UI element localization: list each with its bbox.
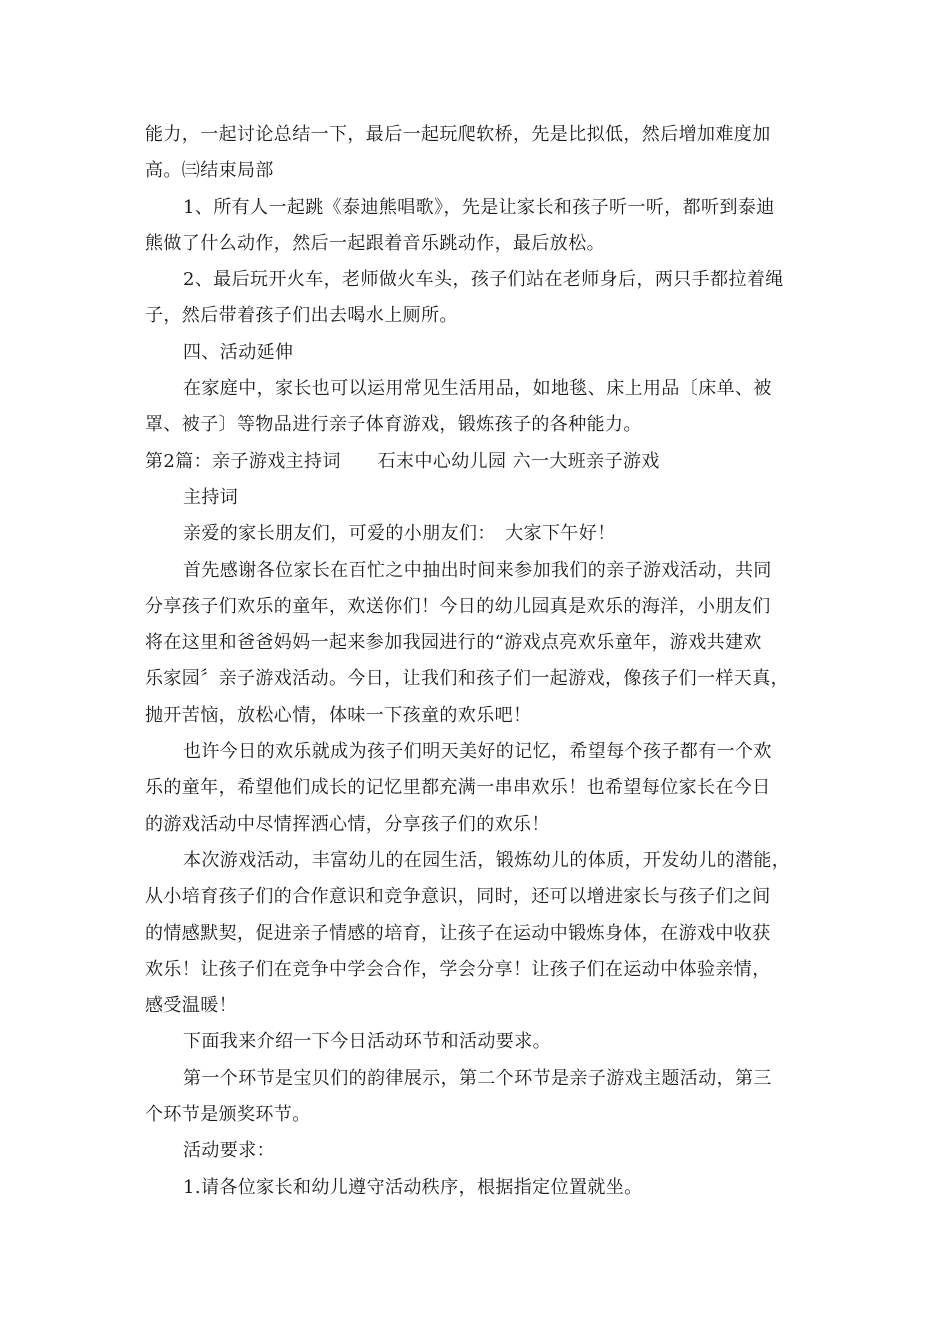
text-line: 首先感谢各位家长在百忙之中抽出时间来参加我们的亲子游戏活动，共同 — [183, 559, 772, 581]
text-line: 分享孩子们欢乐的童年，欢送你们！今日的幼儿园真是欢乐的海洋，小朋友们 — [145, 595, 771, 617]
document-page — [145, 117, 810, 1206]
text-line: 个环节是颁奖环节。 — [145, 1104, 311, 1126]
text-line: 第2篇：亲子游戏主持词 石末中心幼儿园 六一大班亲子游戏 — [145, 450, 660, 472]
text-line: 欢乐！让孩子们在竞争中学会合作，学会分享！让孩子们在运动中体验亲情， — [145, 958, 771, 980]
text-line: 罩、被子〕等物品进行亲子体育游戏，锻炼孩子的各种能力。 — [145, 414, 642, 436]
text-line: 本次游戏活动，丰富幼儿的在园生活，锻炼幼儿的体质，开发幼儿的潜能， — [183, 849, 791, 871]
text-line: 亲爱的家长朋友们，可爱的小朋友们： 大家下午好！ — [183, 523, 616, 545]
text-line: 下面我来介绍一下今日活动环节和活动要求。 — [183, 1031, 551, 1053]
text-line: 从小培育孩子们的合作意识和竞争意识，同时，还可以增进家长与孩子们之间 — [145, 886, 771, 908]
text-line: 乐家园〞亲子游戏活动。今日，让我们和孩子们一起游戏，像孩子们一样天真， — [145, 668, 789, 690]
text-line: 感受温暖！ — [145, 995, 237, 1017]
text-line: 的情感默契，促进亲子情感的培育，让孩子在运动中锻炼身体，在游戏中收获 — [145, 922, 771, 944]
text-line: 熊做了什么动作，然后一起跟着音乐跳动作，最后放松。 — [145, 232, 605, 254]
text-line: 活动要求： — [183, 1140, 275, 1162]
text-line: 第一个环节是宝贝们的韵律展示，第二个环节是亲子游戏主题活动，第三 — [183, 1067, 772, 1089]
text-line: 在家庭中，家长也可以运用常见生活用品，如地毯、床上用品〔床单、被 — [183, 378, 772, 400]
text-line: 乐的童年，希望他们成长的记忆里都充满一串串欢乐！也希望每位家长在今日 — [145, 777, 771, 799]
text-line: 能力，一起讨论总结一下，最后一起玩爬软桥，先是比拟低，然后增加难度加 — [145, 124, 771, 145]
text-line: 高。㈢结束局部 — [145, 160, 274, 182]
text-line: 四、活动延伸 — [183, 341, 294, 363]
text-line: 1、所有人一起跳《泰迪熊唱歌》，先是让家长和孩子听一听，都听到泰迪 — [183, 196, 775, 218]
text-line: 也许今日的欢乐就成为孩子们明天美好的记忆，希望每个孩子都有一个欢 — [183, 741, 772, 763]
text-line: 抛开苦恼，放松心情，体味一下孩童的欢乐吧！ — [145, 704, 532, 726]
text-line: 的游戏活动中尽情挥洒心情，分享孩子们的欢乐！ — [145, 813, 550, 835]
text-line: 子，然后带着孩子们出去喝水上厕所。 — [145, 305, 458, 327]
text-line: 2、最后玩开火车，老师做火车头，孩子们站在老师身后，两只手都拉着绳 — [183, 269, 784, 291]
text-line: 主持词 — [183, 486, 239, 508]
text-line: 将在这里和爸爸妈妈一起来参加我园进行的“游戏点亮欢乐童年，游戏共建欢 — [145, 632, 762, 654]
text-line: 1.请各位家长和幼儿遵守活动秩序，根据指定位置就坐。 — [183, 1176, 643, 1198]
